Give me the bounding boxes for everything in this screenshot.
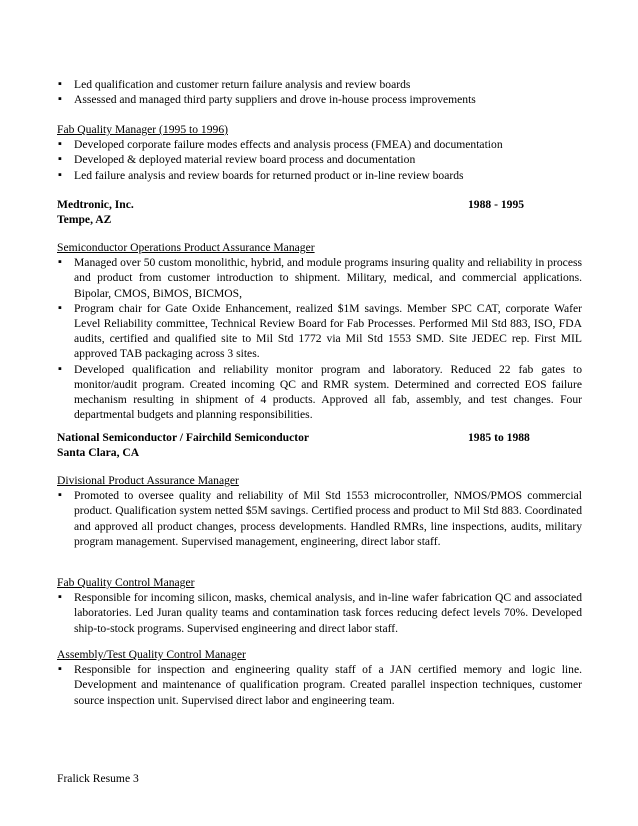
intro-bullet-list: [57, 77, 582, 107]
company-name: National Semiconductor / Fairchild Semiconductor: [57, 431, 310, 444]
list-item: ▪ Promoted to oversee quality and reliability of Mil Std 1553 microcontroller, NMOS/PMOS commercial product. Qualification system netted $5M savings. Certified process and product to Mil Std 883. Coordinated and approved all product changes, process developments. Handled RMRs, line inspections, audits, military program management. Supervised management, engineering, direct labor staff.: [57, 488, 582, 549]
fab-qc-manager-section: [57, 575, 582, 636]
medtronic-employer: [57, 197, 582, 227]
employment-dates: 1985 to 1988: [468, 431, 530, 444]
fab-quality-manager-section: [57, 122, 582, 183]
national-employer: [57, 430, 582, 460]
bullet-list: [57, 590, 582, 636]
divisional-pa-manager-section: [57, 473, 582, 549]
employer-line: [57, 197, 582, 212]
employment-dates: 1988 - 1995: [468, 198, 525, 211]
list-item: ▪ Led failure analysis and review boards for returned product or in-line review boards: [57, 168, 582, 183]
list-item: ▪ Program chair for Gate Oxide Enhancement, realized $1M savings. Member SPC CAT, corporate Wafer Level Reliability committee, Technical Review Board for Fab Processes. Performed Mil Std 883, ISO, FDA audits, certified and qualified site to Mil Std 1772 via Mil Std 1553 SMD. Site JEDEC rep. First MIL approved TAB packaging across 3 sites.: [57, 301, 582, 362]
bullet-list: [57, 488, 582, 549]
job-title: Fab Quality Control Manager: [57, 576, 195, 589]
list-item: ▪ Managed over 50 custom monolithic, hybrid, and module programs insuring quality and reliability in process and product from customer introduction to shipment. Military, medical, and commercial applications. Bipolar, CMOS, BiMOS, BICMOS,: [57, 255, 582, 301]
list-item: ▪ Developed qualification and reliability monitor program and laboratory. Reduced 22 fab gates to monitor/audit program. Created incoming QC and RMR system. Determined and corrected EOS failure mechanism resulting in shipment of 4 products. Approved all fab, assembly, and test changes. Four departmental budgets and planning responsibilities.: [57, 362, 582, 423]
intro-section: [57, 77, 582, 107]
medtronic-role-section: [57, 240, 582, 422]
company-name: Medtronic, Inc.: [57, 198, 134, 211]
company-location: Tempe, AZ: [57, 213, 112, 227]
company-location: Santa Clara, CA: [57, 446, 140, 460]
list-item: ▪ Developed corporate failure modes effects and analysis process (FMEA) and documentation: [57, 137, 582, 152]
bullet-list: [57, 255, 582, 422]
list-item: ▪ Led qualification and customer return failure analysis and review boards: [57, 77, 582, 92]
list-item: ▪ Developed & deployed material review board process and documentation: [57, 152, 582, 167]
list-item: ▪ Assessed and managed third party suppliers and drove in-house process improvements: [57, 92, 582, 107]
assembly-test-qc-manager-section: [57, 647, 582, 708]
job-title: Fab Quality Manager (1995 to 1996): [57, 123, 228, 136]
job-title: Semiconductor Operations Product Assurance Manager: [57, 241, 315, 254]
list-item: ▪ Responsible for inspection and engineering quality staff of a JAN certified memory and logic line. Development and maintenance of qualification program. Created parallel inspection techniques, customer source inspection unit. Supervised direct labor and engineering team.: [57, 662, 582, 708]
bullet-list: [57, 137, 582, 183]
employer-line: [57, 430, 582, 445]
job-title: Divisional Product Assurance Manager: [57, 474, 239, 487]
job-title: Assembly/Test Quality Control Manager: [57, 648, 246, 661]
list-item: ▪ Responsible for incoming silicon, masks, chemical analysis, and in-line wafer fabrication QC and associated laboratories. Led Juran quality teams and contamination task forces reducing defect levels 70%. Developed ship-to-stock programs. Supervised engineering and direct labor staff.: [57, 590, 582, 636]
page-footer: Fralick Resume 3: [57, 772, 139, 785]
bullet-list: [57, 662, 582, 708]
